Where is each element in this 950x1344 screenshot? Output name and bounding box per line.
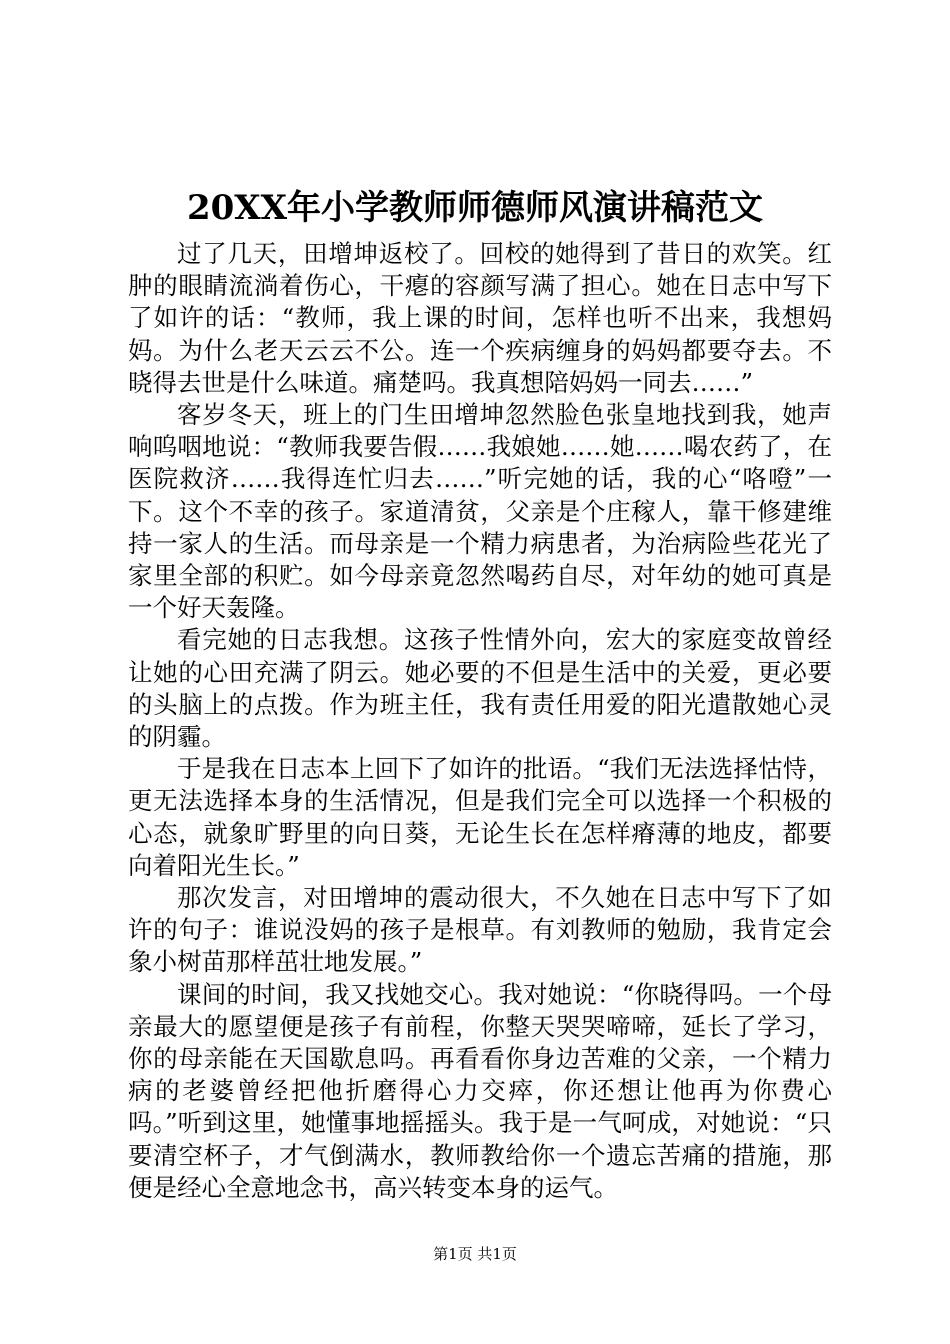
document-body bbox=[128, 238, 832, 1204]
paragraph-1: 过了几天，田增坤返校了。回校的她得到了昔日的欢笑。红肿的眼睛流淌着伤心，干瘪的容颜写满了担心。她在日志中写下了如许的话：“教师，我上课的时间，怎样也听不出来，我想妈妈。为什么老天云云不公。连一个疾病缠身的妈妈都要夺去。不晓得去世是什么味道。痛楚吗。我真想陪妈妈一同去……” bbox=[128, 239, 832, 397]
page-number-footer: 第1页 共1页 bbox=[433, 1245, 517, 1263]
document-title: 20XX年小学教师师德师风演讲稿范文 bbox=[186, 188, 764, 228]
paragraph-3: 看完她的日志我想。这孩子性情外向，宏大的家庭变故曾经让她的心田充满了阴云。她必要的不但是生活中的关爱，更必要的头脑上的点拨。作为班主任，我有责任用爱的阳光遣散她心灵的阴霾。 bbox=[128, 625, 832, 752]
paragraph-5: 那次发言，对田增坤的震动很大，不久她在日志中写下了如许的句子：谁说没妈的孩子是根草。有刘教师的勉励，我肯定会象小树苗那样茁壮地发展。” bbox=[128, 883, 832, 977]
paragraph-4: 于是我在日志本上回下了如许的批语。“我们无法选择怙恃，更无法选择本身的生活情况，但是我们完全可以选择一个积极的心态，就象旷野里的向日葵，无论生长在怎样瘠薄的地皮，都要向着阳光生长。” bbox=[128, 754, 832, 880]
paragraph-6: 课间的时间，我又找她交心。我对她说：“你晓得吗。一个母亲最大的愿望便是孩子有前程，你整天哭哭啼啼，延长了学习，你的母亲能在天国歇息吗。再看看你身边苦难的父亲，一个精力病的老婆曾经把他折磨得心力交瘁，你还想让他再为你费心吗。”听到这里，她懂事地摇摇头。我于是一气呵成，对她说：“只要清空杯子，才气倒满水，教师教给你一个遗忘苦痛的措施，那便是经心全意地念书，高兴转变本身的运气。 bbox=[128, 979, 832, 1202]
paragraph-2: 客岁冬天，班上的门生田增坤忽然脸色张皇地找到我，她声响呜咽地说：“教师我要告假……我娘她……她……喝农药了，在医院救济……我得连忙归去……”听完她的话，我的心“咯噔”一下。这个不幸的孩子。家道清贫，父亲是个庄稼人，靠干修建维持一家人的生活。而母亲是一个精力病患者，为治病险些花光了家里全部的积贮。如今母亲竟忽然喝药自尽，对年幼的她可真是一个好天轰隆。 bbox=[128, 400, 832, 623]
